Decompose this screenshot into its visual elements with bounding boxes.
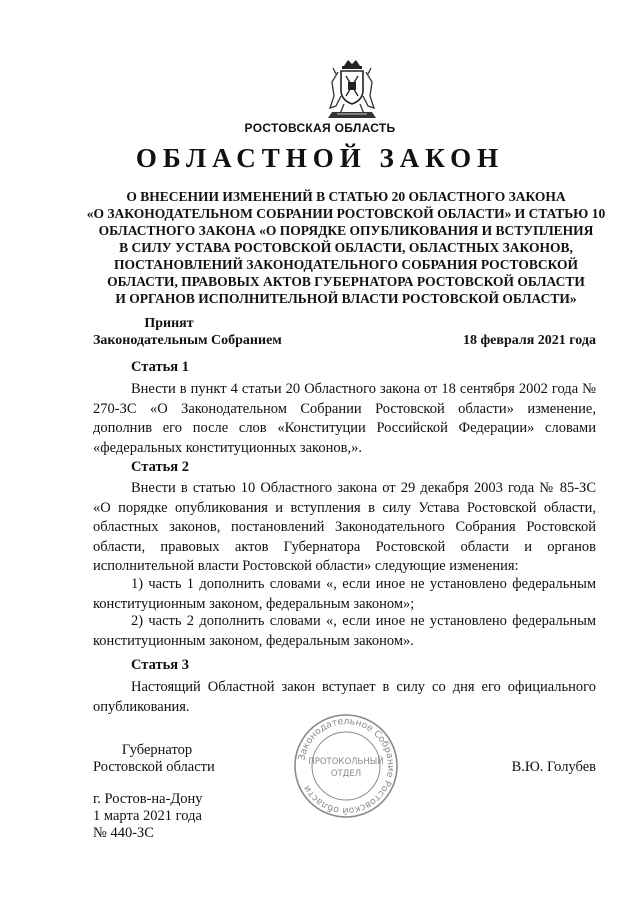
law-title-line: ОБЛАСТНОГО ЗАКОНА «О ПОРЯДКЕ ОПУБЛИКОВАНИЯ И ВСТУПЛЕНИЯ [98, 223, 594, 238]
footer-date: 1 марта 2021 года [93, 808, 202, 824]
law-title [86, 188, 606, 307]
article-2-item-1: 1) часть 1 дополнить словами «, если иное не установлено федеральным конституционным законом, федеральным законом»; [93, 576, 596, 612]
signature-position-line1: Губернатор [121, 742, 193, 758]
stamp-outer-text-path: Законодательное Собрание Ростовской области [296, 715, 397, 817]
law-title-line: И ОРГАНОВ ИСПОЛНИТЕЛЬНОЙ ВЛАСТИ РОСТОВСКОЙ ОБЛАСТИ» [115, 291, 577, 306]
law-title-line: ПОСТАНОВЛЕНИЙ ЗАКОНОДАТЕЛЬНОГО СОБРАНИЯ РОСТОВСКОЙ [113, 257, 579, 272]
signatory-name: В.Ю. Голубев [511, 759, 596, 775]
protocol-department-stamp [292, 712, 400, 820]
law-title-line: ОБЛАСТИ, ПРАВОВЫХ АКТОВ ГУБЕРНАТОРА РОСТОВСКОЙ ОБЛАСТИ [107, 274, 585, 289]
article-2-paragraph: Внести в статью 10 Областного закона от 29 декабря 2003 года № 85-ЗС «О порядке опубликования и вступления в силу Устава Ростовской области, областных законов, постановлений Законодательного Собрания Ростовской области, правовых актов Губернатора Ростовской области и органов исполнительной власти Ростовской области» следующие изменения: [93, 480, 596, 574]
article-2-heading: Статья 2 [131, 459, 189, 475]
adopted-by: Законодательным Собранием [93, 333, 282, 348]
adoption-date: 18 февраля 2021 года [463, 333, 596, 348]
law-title-line: О ВНЕСЕНИИ ИЗМЕНЕНИЙ В СТАТЬЮ 20 ОБЛАСТНОГО ЗАКОНА [126, 189, 566, 204]
article-3-heading: Статья 3 [131, 657, 189, 673]
signature-position-line2: Ростовской области [93, 759, 215, 775]
article-3-paragraph: Настоящий Областной закон вступает в силу со дня его официального опубликования. [93, 679, 596, 715]
article-2-item-2: 2) часть 2 дополнить словами «, если иное не установлено федеральным конституционным законом, федеральным законом». [93, 613, 596, 649]
article-1-paragraph: Внести в пункт 4 статьи 20 Областного закона от 18 сентября 2002 года № 270-ЗС «О Законодательном Собрании Ростовской области» изменение, дополнив его после слов «Конституции Российской Федерации» словами «федеральных конституционных законов,». [93, 381, 596, 456]
law-title-line: «О ЗАКОНОДАТЕЛЬНОМ СОБРАНИИ РОСТОВСКОЙ ОБЛАСТИ» И СТАТЬЮ 10 [86, 206, 606, 221]
stamp-inner-line2: ОТДЕЛ [330, 769, 362, 779]
coat-of-arms-emblem [322, 58, 382, 122]
stamp-inner-line1: ПРОТОКОЛЬНЫЙ [308, 757, 384, 767]
article-1-heading: Статья 1 [131, 359, 189, 375]
footer-number: № 440-ЗС [93, 825, 154, 841]
law-type-heading: ОБЛАСТНОЙ ЗАКОН [135, 143, 505, 173]
region-name: РОСТОВСКАЯ ОБЛАСТЬ [244, 121, 396, 135]
law-title-line: В СИЛУ УСТАВА РОСТОВСКОЙ ОБЛАСТИ, ОБЛАСТНЫХ ЗАКОНОВ, [119, 240, 573, 255]
footer-place: г. Ростов-на-Дону [93, 791, 203, 807]
adopted-label: Принят [144, 316, 194, 331]
